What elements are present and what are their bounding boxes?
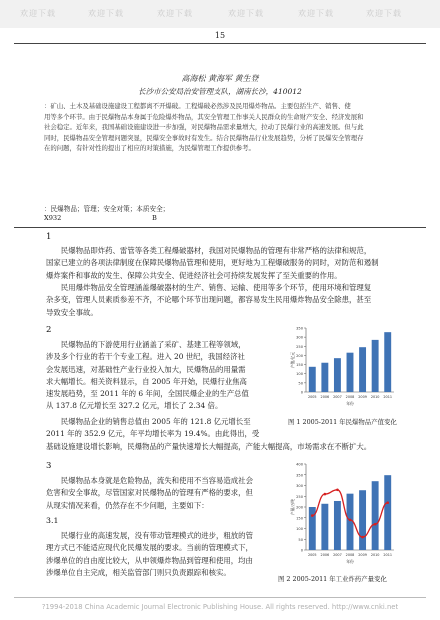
document-code: B — [152, 214, 157, 222]
chart-bar — [321, 363, 328, 392]
x-tick-label: 2010 — [370, 395, 380, 399]
text-line: 涉爆单位自主完成，相关监管部门则只负责跟踪和核实。 — [46, 567, 231, 577]
text-line: 从现实情况来看，仍然存在不少问题，主要如下： — [46, 500, 209, 510]
x-tick-label: 2008 — [345, 553, 355, 557]
x-tick-label: 2010 — [370, 553, 380, 557]
text-line: 速发展趋势，至 2011 年的 6 年间，全国民爆企业的生产总值 — [46, 389, 249, 399]
article-affiliation: 长沙市公安局治安管理支队，湖南长沙，410012 — [138, 87, 302, 96]
y-axis-label: 产值/亿元 — [290, 351, 295, 369]
x-tick-label: 2007 — [333, 395, 342, 399]
watermark-text: 欢迎下载 — [157, 9, 193, 18]
x-tick-label: 2006 — [320, 395, 330, 399]
abstract-rule — [14, 227, 426, 228]
x-tick-label: 2009 — [358, 553, 367, 557]
chart-bar — [372, 340, 379, 392]
figure-2-chart — [288, 458, 398, 568]
abstract-line: 同时，民爆物品安全管理问题突显，民爆安全事故时有发生。结合民爆物品行业发展趋势，分析了民爆安全管理存 — [44, 133, 364, 142]
y-tick-label: 150 — [296, 363, 303, 368]
watermark-text: 欢迎下载 — [298, 9, 334, 18]
y-tick-label: 150 — [296, 516, 303, 521]
growth-rate-point — [311, 514, 314, 517]
section-2-paragraph-1 — [46, 339, 286, 413]
figure-2-caption: 图 2 2005-2011 年工业炸药产量变化 — [278, 575, 387, 583]
y-tick-label: 300 — [296, 484, 303, 488]
text-line: 危害和安全事故，尽管国家对民爆物品的管理有严格的要求，但 — [46, 488, 253, 498]
x-tick-label: 2006 — [320, 553, 330, 557]
y-tick-label: 0 — [300, 548, 303, 553]
y-tick-label: 250 — [296, 494, 303, 499]
page-number: 15 — [214, 31, 226, 40]
text-line: 民用爆炸物品安全管理涵盖爆破器材的生产、销售、运输、使用等多个环节，使用环境和管理复 — [60, 283, 372, 292]
section-1-number: 1 — [46, 232, 52, 242]
abstract-line: ：矿山、土木及基础设施建设工程都离不开爆破。工程爆破必然涉及民用爆炸物品。主要包括生产、销售、使 — [44, 102, 351, 110]
y-axis-label: 产量/万吨 — [290, 498, 295, 516]
chart-bar — [359, 347, 366, 392]
y-tick-label: 50 — [298, 381, 303, 386]
x-tick-label: 2005 — [307, 395, 317, 399]
text-line: 2011 年的 352.9 亿元，年平均增长率为 19.4%。由此得出，受 — [46, 429, 260, 439]
text-line: 杂多变，管理人员素质参差不齐，不论哪个环节出现问题，都容易发生民用爆炸物品安全除患，甚至 — [46, 295, 372, 305]
growth-rate-point — [336, 489, 339, 492]
watermark-text: 欢迎下载 — [20, 9, 56, 18]
text-line: 求大幅增长。相关资料显示，自 2005 年开始，民爆行业焦高 — [46, 376, 247, 386]
growth-rate-point — [349, 519, 352, 522]
article-authors: 高海松 黄海军 黄生登 — [181, 74, 259, 83]
article-abstract — [44, 101, 416, 154]
text-line: 会发展迅速，对基础性产业行业投入加大，民爆物品的用量需 — [46, 364, 246, 374]
chart-bar — [347, 353, 354, 392]
y-tick-label: 400 — [296, 462, 303, 467]
growth-rate-point — [374, 523, 377, 526]
y-tick-label: 50 — [298, 537, 303, 542]
text-line: 民爆物品即炸药、雷管等各类工程爆破器材，我国对民爆物品的管理有非常严格的法律和规范， — [60, 246, 372, 255]
text-line: 民爆行业的高速发展，没有带动管理模式的进步，粗放的管 — [60, 531, 253, 540]
text-line: 民爆物品的下游使用行业涵盖了采矿、基建工程等领域， — [60, 340, 246, 349]
section-3-paragraph-1 — [46, 475, 286, 512]
y-tick-label: 0 — [300, 390, 303, 395]
watermark-text: 欢迎下载 — [228, 9, 264, 18]
text-line: 民爆物品本身就是危险物品，流失和使用不当容易造成社会 — [60, 476, 253, 485]
y-tick-label: 100 — [296, 372, 303, 377]
header-rule — [14, 43, 426, 44]
abstract-line: 社会稳定。近年来，我国基础设施建设进一步加强，对民爆物品需求量增大，拉动了民爆行业的高速发展。但与此 — [44, 123, 364, 132]
text-line: 基础设施建设增长影响，民爆物品的产量快速增长大幅提高，产能大幅提高，市场需求在不断扩大。 — [46, 441, 372, 451]
section-3-1-paragraph-1 — [46, 530, 286, 579]
growth-rate-point — [386, 501, 389, 504]
text-line: 爆炸案件和事故的发生、保障公共安全、促进经济社会可持续发展发挥了至关重要的作用。 — [46, 270, 342, 280]
y-tick-label: 200 — [296, 353, 303, 358]
section-1-paragraph-2 — [46, 282, 400, 319]
footer-copyright: ?1994-2018 China Academic Journal Electronic Publishing House. All rights reserved. http://www.cnki.net — [41, 603, 399, 611]
chart-bar — [359, 490, 366, 550]
figure-1-chart — [288, 322, 398, 410]
chart-bar — [372, 481, 379, 550]
chart-bar — [321, 504, 328, 550]
chart-bar — [309, 367, 316, 392]
text-line: 涉爆单位的自由度比较大，从申领爆炸物品到管理和使用，均由 — [46, 555, 253, 565]
x-tick-label: 2011 — [383, 395, 393, 399]
section-1-paragraph-1 — [46, 245, 400, 282]
y-tick-label: 350 — [296, 326, 303, 331]
x-axis-label: 年份 — [346, 559, 354, 564]
section-3-1-number: 3.1 — [46, 516, 59, 525]
text-line: 国家已建立的各项法律制度在保障民爆物品管理和使用，更好地为工程爆破服务的同时，对防范和遏制 — [46, 258, 379, 268]
x-tick-label: 2007 — [333, 553, 342, 557]
footer-rule — [14, 597, 426, 598]
figure-1-caption: 图 1 2005-2011 年民爆物品产值变化 — [288, 418, 397, 426]
abstract-line: 用等多个环节。由于民爆物品本身属于危险爆炸物品，其安全管理工作事关人民群众的生命财产安全、经济发展和 — [44, 112, 364, 121]
article-keywords: ：民爆物品；管理；安全对策；本质安全； — [44, 205, 170, 213]
y-tick-label: 350 — [296, 473, 303, 478]
text-line: 涉及多个行业的若干个专业工程。进入 20 世纪，我国经济社 — [46, 352, 245, 362]
x-axis-label: 年份 — [346, 401, 354, 406]
text-line: 导致安全事故。 — [46, 307, 98, 317]
text-line: 从 137.8 亿元增长至 327.2 亿元，增长了 2.34 倍。 — [46, 401, 223, 411]
chart-bar — [334, 358, 341, 392]
y-tick-label: 200 — [296, 505, 303, 510]
x-tick-label: 2011 — [383, 553, 393, 557]
section-3-number: 3 — [46, 461, 52, 471]
chart-bar — [384, 475, 391, 550]
x-tick-label: 2005 — [307, 553, 317, 557]
section-2-number: 2 — [46, 325, 52, 335]
x-tick-label: 2009 — [358, 395, 367, 399]
watermark-text: 欢迎下载 — [88, 9, 124, 18]
abstract-line: 在的问题，有针对性的提出了相应的对策措施，为民爆管理工作提供参考。 — [44, 144, 255, 153]
growth-rate-point — [361, 536, 364, 539]
growth-rate-point — [324, 493, 327, 496]
class-number: X932 — [44, 214, 62, 222]
y-tick-label: 250 — [296, 344, 303, 349]
watermark-text: 欢迎下载 — [366, 9, 402, 18]
y-tick-label: 300 — [296, 335, 303, 340]
text-line: 理方式已不能适应现代化民爆发展的要求。当前的管理模式下， — [46, 543, 253, 553]
chart-bar — [334, 501, 341, 550]
text-line: 民爆物品企业的销售总值由 2005 年的 121.8 亿元增长至 — [60, 417, 251, 426]
chart-bar — [384, 332, 391, 392]
y-tick-label: 100 — [296, 527, 303, 531]
x-tick-label: 2008 — [345, 395, 355, 399]
